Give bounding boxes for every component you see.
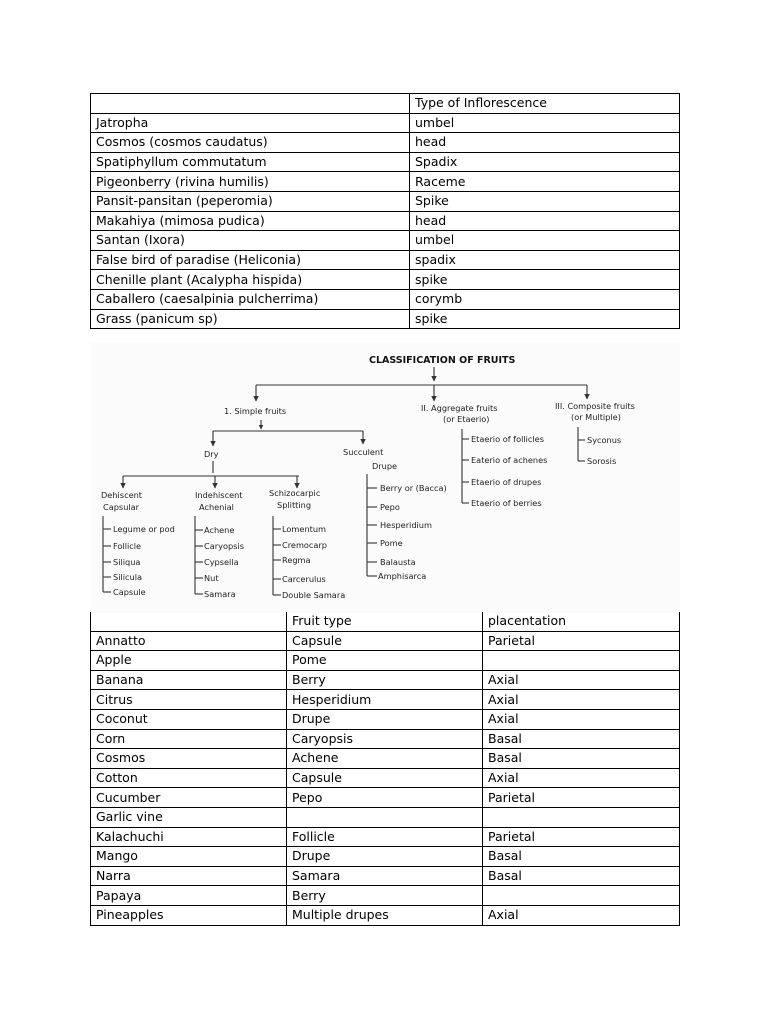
capsular-label: Capsular [103, 502, 140, 512]
inflorescence-cell: head [410, 133, 680, 153]
leaf-item: Pome [380, 538, 403, 548]
leaf-item: Lomentum [282, 524, 327, 534]
table-row [91, 670, 680, 690]
fruit-cell: Citrus [91, 690, 287, 710]
placentation-cell: Basal [483, 729, 680, 749]
table-row [91, 709, 680, 729]
table-row [91, 886, 680, 906]
placentation-cell: Axial [483, 905, 680, 925]
fruit-type-cell: Drupe [287, 847, 483, 867]
plant-cell: Jatropha [91, 113, 410, 133]
leaf-item: Sorosis [587, 456, 617, 466]
fruit-type-cell: Achene [287, 749, 483, 769]
composite-fruits-label: III. Composite fruits [555, 401, 635, 411]
placentation-cell [483, 886, 680, 906]
placentation-cell: Axial [483, 709, 680, 729]
leaf-item: Silicula [113, 572, 143, 582]
leaf-item: Amphisarca [378, 571, 427, 581]
plant-cell: Cosmos (cosmos caudatus) [91, 133, 410, 153]
fruit-cell: Corn [91, 729, 287, 749]
fruit-cell: Apple [91, 651, 287, 671]
placentation-cell: Basal [483, 749, 680, 769]
leaf-item: Cremocarp [282, 540, 328, 550]
table-header-row [91, 94, 680, 114]
table-row [91, 309, 680, 329]
leaf-item: Caryopsis [204, 541, 244, 551]
table-row [91, 191, 680, 211]
header-cell-placentation: placentation [483, 612, 680, 631]
fruit-cell: Mango [91, 847, 287, 867]
fruit-type-cell: Samara [287, 866, 483, 886]
placentation-cell: Axial [483, 768, 680, 788]
table-row [91, 690, 680, 710]
inflorescence-cell: Raceme [410, 172, 680, 192]
leaf-item: Capsule [113, 587, 146, 597]
fruit-cell: Narra [91, 866, 287, 886]
leaf-item: Pepo [380, 502, 400, 512]
diagram-title: CLASSIFICATION OF FRUITS [369, 355, 516, 366]
header-cell-plant [91, 94, 410, 114]
table-header-row [91, 612, 680, 631]
leaf-item: Eaterio of achenes [471, 455, 548, 465]
table-row [91, 289, 680, 309]
fruit-type-cell: Follicle [287, 827, 483, 847]
inflorescence-cell: Spike [410, 191, 680, 211]
fruit-classification-diagram [91, 343, 680, 613]
placentation-cell: Parietal [483, 631, 680, 651]
table-row [91, 113, 680, 133]
placentation-cell: Axial [483, 690, 680, 710]
leaf-item: Etaerio of berries [471, 498, 542, 508]
fruit-cell: Coconut [91, 709, 287, 729]
table-row [91, 172, 680, 192]
inflorescence-cell: Spadix [410, 152, 680, 172]
fruit-cell: Banana [91, 670, 287, 690]
leaf-item: Syconus [587, 435, 622, 445]
leaf-item: Nut [204, 573, 219, 583]
table-row [91, 133, 680, 153]
fruit-table [90, 612, 680, 926]
fruit-cell: Garlic vine [91, 807, 287, 827]
fruit-type-cell: Hesperidium [287, 690, 483, 710]
table-row [91, 250, 680, 270]
placentation-cell: Parietal [483, 788, 680, 808]
placentation-cell: Basal [483, 866, 680, 886]
leaf-item: Balausta [380, 557, 416, 567]
fruit-type-cell: Capsule [287, 631, 483, 651]
leaf-item: Follicle [113, 541, 142, 551]
dry-label: Dry [204, 449, 219, 459]
aggregate-fruits-label: II. Aggregate fruits [421, 403, 498, 413]
fruit-cell: Cucumber [91, 788, 287, 808]
plant-cell: Caballero (caesalpinia pulcherrima) [91, 289, 410, 309]
plant-cell: Chenille plant (Acalypha hispida) [91, 270, 410, 290]
header-cell-fruit-type: Fruit type [287, 612, 483, 631]
fruit-type-cell: Multiple drupes [287, 905, 483, 925]
leaf-item: Achene [204, 525, 235, 535]
inflorescence-cell: spadix [410, 250, 680, 270]
leaf-item: Berry or (Bacca) [380, 483, 447, 493]
table-row [91, 231, 680, 251]
fruit-type-cell: Berry [287, 670, 483, 690]
dehiscent-label: Dehiscent [101, 490, 143, 500]
table-row [91, 905, 680, 925]
inflorescence-cell: umbel [410, 231, 680, 251]
plant-cell: Spatiphyllum commutatum [91, 152, 410, 172]
leaf-item: Cypsella [204, 557, 239, 567]
schizocarpic-label: Schizocarpic [269, 488, 321, 498]
fruit-type-cell: Capsule [287, 768, 483, 788]
plant-cell: False bird of paradise (Heliconia) [91, 250, 410, 270]
indehiscent-label: Indehiscent [195, 490, 243, 500]
placentation-cell [483, 651, 680, 671]
simple-fruits-label: 1. Simple fruits [224, 406, 287, 416]
leaf-item: Regma [282, 555, 311, 565]
aggregate-fruits-sublabel: (or Etaerio) [443, 414, 490, 424]
leaf-item: Legume or pod [113, 524, 175, 534]
table-row [91, 807, 680, 827]
table-row [91, 152, 680, 172]
plant-cell: Makahiya (mimosa pudica) [91, 211, 410, 231]
composite-fruits-sublabel: (or Multiple) [571, 412, 621, 422]
fruit-cell: Cotton [91, 768, 287, 788]
inflorescence-table [90, 93, 680, 329]
achenial-label: Achenial [199, 502, 234, 512]
plant-cell: Pigeonberry (rivina humilis) [91, 172, 410, 192]
succulent-label: Succulent [343, 447, 384, 457]
fruit-type-cell [287, 807, 483, 827]
fruit-cell: Papaya [91, 886, 287, 906]
table-row [91, 270, 680, 290]
table-row [91, 847, 680, 867]
placentation-cell: Basal [483, 847, 680, 867]
inflorescence-cell: spike [410, 309, 680, 329]
fruit-cell: Pineapples [91, 905, 287, 925]
leaf-item: Carcerulus [282, 574, 326, 584]
table-row [91, 788, 680, 808]
plant-cell: Grass (panicum sp) [91, 309, 410, 329]
plant-cell: Santan (Ixora) [91, 231, 410, 251]
leaf-item: Siliqua [113, 557, 141, 567]
table-row [91, 749, 680, 769]
drupe-label: Drupe [372, 461, 398, 471]
table-row [91, 631, 680, 651]
inflorescence-cell: head [410, 211, 680, 231]
fruit-type-cell: Caryopsis [287, 729, 483, 749]
table-row [91, 729, 680, 749]
fruit-type-cell: Berry [287, 886, 483, 906]
fruit-type-cell: Pome [287, 651, 483, 671]
splitting-label: Splitting [277, 500, 312, 510]
fruit-type-cell: Pepo [287, 788, 483, 808]
table-row [91, 211, 680, 231]
inflorescence-cell: corymb [410, 289, 680, 309]
table-row [91, 827, 680, 847]
leaf-item: Double Samara [282, 590, 346, 600]
fruit-type-cell: Drupe [287, 709, 483, 729]
leaf-item: Hesperidium [380, 520, 432, 530]
inflorescence-cell: spike [410, 270, 680, 290]
inflorescence-cell: umbel [410, 113, 680, 133]
plant-cell: Pansit-pansitan (peperomia) [91, 191, 410, 211]
fruit-cell: Annatto [91, 631, 287, 651]
header-cell-inflorescence: Type of Inflorescence [410, 94, 680, 114]
table-row [91, 768, 680, 788]
leaf-item: Etaerio of drupes [471, 477, 542, 487]
header-cell-fruit [91, 612, 287, 631]
placentation-cell: Parietal [483, 827, 680, 847]
leaf-item: Etaerio of follicles [471, 434, 544, 444]
table-row [91, 866, 680, 886]
placentation-cell [483, 807, 680, 827]
leaf-item: Samara [204, 589, 236, 599]
fruit-cell: Cosmos [91, 749, 287, 769]
fruit-cell: Kalachuchi [91, 827, 287, 847]
table-row [91, 651, 680, 671]
placentation-cell: Axial [483, 670, 680, 690]
